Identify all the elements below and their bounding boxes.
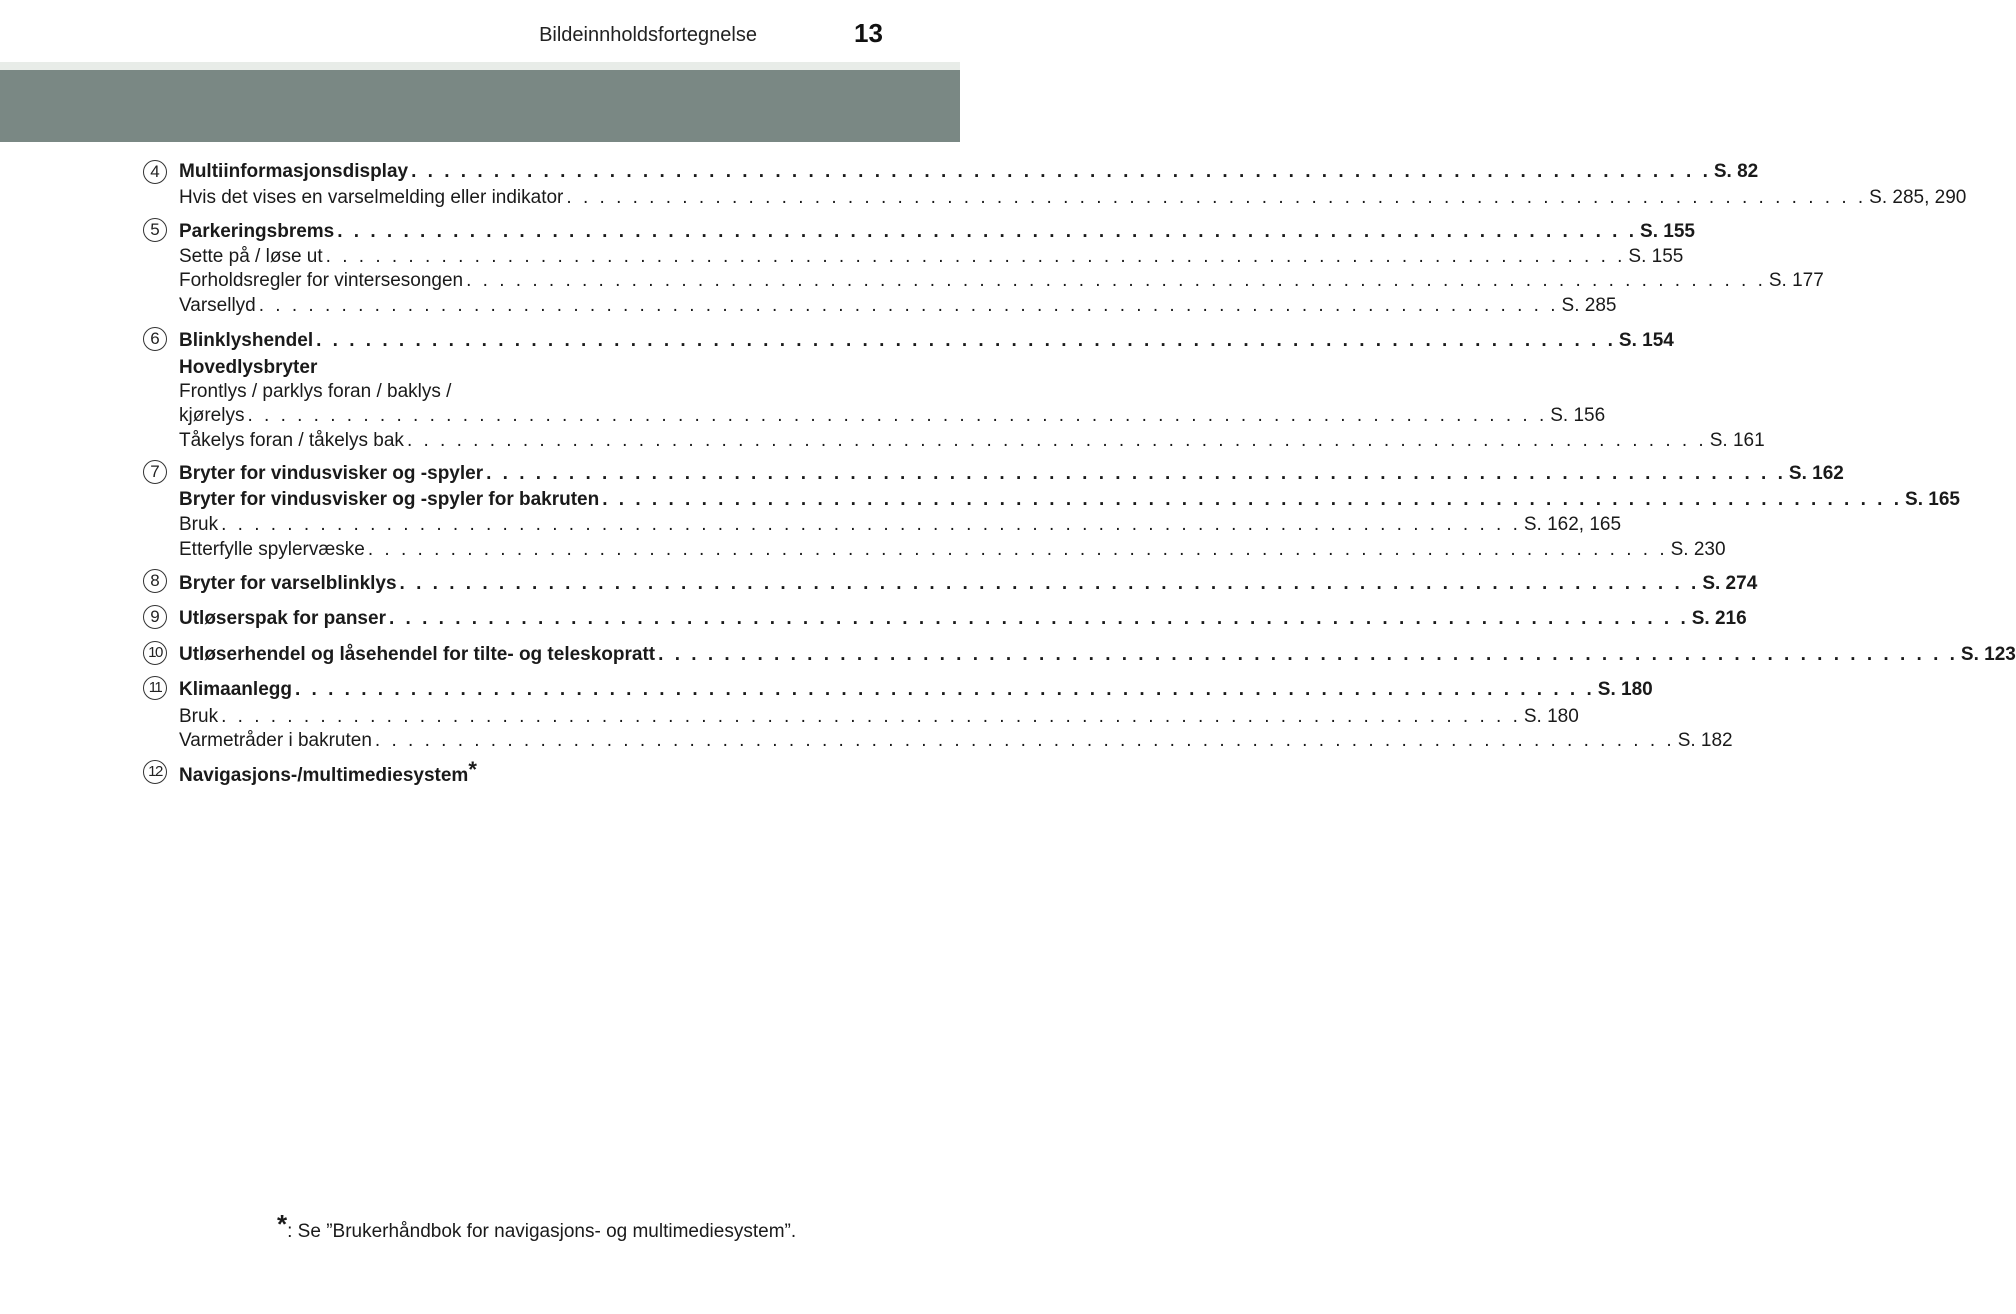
page-ref: S. 230 xyxy=(1670,539,1726,560)
toc-entry[interactable]: Multiinformasjonsdisplay . . . . . . . . . . . . . . . . . . . . . . . . . . . . . . . . . . . . . . . . . . . . . . . . . . . . . . . . . . . . . . . . . . . . . . . . . . . . . . . S. 82 xyxy=(179,161,1759,182)
callout-badge-6: 6 xyxy=(143,327,167,351)
page-ref: S. 154 xyxy=(1618,330,1674,351)
leader-dots: . . . . . . . . . . . . . . . . . . . . . . . . . . . . . . . . . . . . . . . . . . . . . . . . . . . . . . . . . . . . . . . . . . . . . . . . . . . . . . . xyxy=(399,573,1700,594)
leader-dots: . . . . . . . . . . . . . . . . . . . . . . . . . . . . . . . . . . . . . . . . . . . . . . . . . . . . . . . . . . . . . . . . . . . . . . . . . . . . . . . xyxy=(367,539,1668,560)
page-ref: S. 155 xyxy=(1640,221,1695,242)
toc-entry[interactable]: Hvis det vises en varselmelding eller indikator . . . . . . . . . . . . . . . . . . . . . . . . . . . . . . . . . . . . . . . . . . . . . . . . . . . . . . . . . . . . . . . . . . . . . . . . . . . . . . . S. 285, 290 xyxy=(179,187,1967,208)
page-ref: S. 82 xyxy=(1713,161,1759,182)
callout-badge-7: 7 xyxy=(143,460,167,484)
page-ref: S. 285 xyxy=(1561,295,1617,316)
toc-entry[interactable]: Tåkelys foran / tåkelys bak . . . . . . . . . . . . . . . . . . . . . . . . . . . . . . . . . . . . . . . . . . . . . . . . . . . . . . . . . . . . . . . . . . . . . . . . . . . . . . . S. 161 xyxy=(179,430,1765,451)
header-divider xyxy=(0,62,960,70)
toc-entry[interactable]: Varmetråder i bakruten . . . . . . . . . . . . . . . . . . . . . . . . . . . . . . . . . . . . . . . . . . . . . . . . . . . . . . . . . . . . . . . . . . . . . . . . . . . . . . . S. 182 xyxy=(179,730,1733,751)
footnote-marker: * xyxy=(468,757,477,782)
toc-entry[interactable]: Blinklyshendel . . . . . . . . . . . . . . . . . . . . . . . . . . . . . . . . . . . . . . . . . . . . . . . . . . . . . . . . . . . . . . . . . . . . . . . . . . . . . . . S. 154 xyxy=(179,330,1674,351)
page-ref: S. 161 xyxy=(1709,430,1765,451)
header-title: Bildeinnholdsfortegnelse xyxy=(539,24,757,46)
header-bar xyxy=(0,0,960,62)
page-ref: S. 180 xyxy=(1597,679,1653,700)
leader-dots: . . . . . . . . . . . . . . . . . . . . . . . . . . . . . . . . . . . . . . . . . . . . . . . . . . . . . . . . . . . . . . . . . . . . . . . . . . . . . . . xyxy=(406,430,1707,451)
page-ref: S. 216 xyxy=(1691,608,1747,629)
leader-dots: . . . . . . . . . . . . . . . . . . . . . . . . . . . . . . . . . . . . . . . . . . . . . . . . . . . . . . . . . . . . . . . . . . . . . . . . . . . . . . . xyxy=(658,644,1958,665)
toc-entry[interactable]: Bryter for varselblinklys . . . . . . . . . . . . . . . . . . . . . . . . . . . . . . . . . . . . . . . . . . . . . . . . . . . . . . . . . . . . . . . . . . . . . . . . . . . . . . . S. 274 xyxy=(179,573,1758,594)
page-ref: S. 182 xyxy=(1677,730,1733,751)
callout-badge-8: 8 xyxy=(143,569,167,593)
toc-entry[interactable]: kjørelys . . . . . . . . . . . . . . . . . . . . . . . . . . . . . . . . . . . . . . . . . . . . . . . . . . . . . . . . . . . . . . . . . . . . . . . . . . . . . . . S. 156 xyxy=(179,405,1606,426)
page-ref: S. 162 xyxy=(1788,463,1844,484)
leader-dots: . . . . . . . . . . . . . . . . . . . . . . . . . . . . . . . . . . . . . . . . . . . . . . . . . . . . . . . . . . . . . . . . . . . . . . . . . . . . . . . xyxy=(221,514,1521,535)
toc-entry[interactable]: Varsellyd . . . . . . . . . . . . . . . . . . . . . . . . . . . . . . . . . . . . . . . . . . . . . . . . . . . . . . . . . . . . . . . . . . . . . . . . . . . . . . . S. 285 xyxy=(179,295,1617,316)
callout-badge-9: 9 xyxy=(143,605,167,629)
footnote-text: : Se ”Brukerhåndbok for navigasjons- og multimediesystem”. xyxy=(287,1221,797,1242)
page-ref: S. 274 xyxy=(1702,573,1758,594)
page-ref: S. 123 xyxy=(1960,644,2016,665)
toc-entry[interactable]: Navigasjons-/multimediesystem* xyxy=(179,757,477,786)
toc-entry[interactable]: Bryter for vindusvisker og -spyler for bakruten . . . . . . . . . . . . . . . . . . . . . . . . . . . . . . . . . . . . . . . . . . . . . . . . . . . . . . . . . . . . . . . . . . . . . . . . . . . . . . . S. 165 xyxy=(179,489,1960,510)
toc-entry[interactable]: Parkeringsbrems . . . . . . . . . . . . . . . . . . . . . . . . . . . . . . . . . . . . . . . . . . . . . . . . . . . . . . . . . . . . . . . . . . . . . . . . . . . . . . . S. 155 xyxy=(179,221,1695,242)
toc-entry[interactable]: Etterfylle spylervæske . . . . . . . . . . . . . . . . . . . . . . . . . . . . . . . . . . . . . . . . . . . . . . . . . . . . . . . . . . . . . . . . . . . . . . . . . . . . . . . S. 230 xyxy=(179,539,1726,560)
page-number: 13 xyxy=(854,18,883,48)
leader-dots: . . . . . . . . . . . . . . . . . . . . . . . . . . . . . . . . . . . . . . . . . . . . . . . . . . . . . . . . . . . . . . . . . . . . . . . . . . . . . . . xyxy=(316,330,1616,351)
footnote-star: * xyxy=(277,1209,288,1239)
callout-badge-5: 5 xyxy=(143,218,167,242)
page-ref: S. 165 xyxy=(1905,489,1960,510)
leader-dots: . . . . . . . . . . . . . . . . . . . . . . . . . . . . . . . . . . . . . . . . . . . . . . . . . . . . . . . . . . . . . . . . . . . . . . . . . . . . . . . xyxy=(337,221,1638,242)
toc-entry[interactable]: Utløserspak for panser . . . . . . . . . . . . . . . . . . . . . . . . . . . . . . . . . . . . . . . . . . . . . . . . . . . . . . . . . . . . . . . . . . . . . . . . . . . . . . . S. 216 xyxy=(179,608,1747,629)
toc-entry[interactable]: Bryter for vindusvisker og -spyler . . . . . . . . . . . . . . . . . . . . . . . . . . . . . . . . . . . . . . . . . . . . . . . . . . . . . . . . . . . . . . . . . . . . . . . . . . . . . . . S. 162 xyxy=(179,463,1844,484)
toc-entry[interactable]: Klimaanlegg . . . . . . . . . . . . . . . . . . . . . . . . . . . . . . . . . . . . . . . . . . . . . . . . . . . . . . . . . . . . . . . . . . . . . . . . . . . . . . . S. 180 xyxy=(179,679,1653,700)
toc-text: Frontlys / parklys foran / baklys / xyxy=(179,381,452,402)
callout-badge-10: 10 xyxy=(143,641,167,665)
leader-dots: . . . . . . . . . . . . . . . . . . . . . . . . . . . . . . . . . . . . . . . . . . . . . . . . . . . . . . . . . . . . . . . . . . . . . . . . . . . . . . . xyxy=(258,295,1559,316)
page-ref: S. 177 xyxy=(1768,270,1824,291)
toc-subheading[interactable]: Hovedlysbryter xyxy=(179,357,318,378)
leader-dots: . . . . . . . . . . . . . . . . . . . . . . . . . . . . . . . . . . . . . . . . . . . . . . . . . . . . . . . . . . . . . . . . . . . . . . . . . . . . . . . xyxy=(566,187,1867,208)
callout-badge-4: 4 xyxy=(143,160,167,184)
leader-dots: . . . . . . . . . . . . . . . . . . . . . . . . . . . . . . . . . . . . . . . . . . . . . . . . . . . . . . . . . . . . . . . . . . . . . . . . . . . . . . . xyxy=(325,246,1626,267)
footnote xyxy=(277,1209,797,1244)
page-ref: S. 156 xyxy=(1550,405,1606,426)
toc-entry[interactable]: Utløserhendel og låsehendel for tilte- og teleskopratt . . . . . . . . . . . . . . . . . . . . . . . . . . . . . . . . . . . . . . . . . . . . . . . . . . . . . . . . . . . . . . . . . . . . . . . . . . . . . . . S. 123 xyxy=(179,644,2016,665)
callout-badge-12: 12 xyxy=(143,760,167,784)
page-ref: S. 180 xyxy=(1523,706,1579,727)
page-ref: S. 285, 290 xyxy=(1869,187,1967,208)
leader-dots: . . . . . . . . . . . . . . . . . . . . . . . . . . . . . . . . . . . . . . . . . . . . . . . . . . . . . . . . . . . . . . . . . . . . . . . . . . . . . . . xyxy=(466,270,1766,291)
toc-entry[interactable]: Sette på / løse ut . . . . . . . . . . . . . . . . . . . . . . . . . . . . . . . . . . . . . . . . . . . . . . . . . . . . . . . . . . . . . . . . . . . . . . . . . . . . . . . S. 155 xyxy=(179,246,1684,267)
toc-entry[interactable]: Bruk . . . . . . . . . . . . . . . . . . . . . . . . . . . . . . . . . . . . . . . . . . . . . . . . . . . . . . . . . . . . . . . . . . . . . . . . . . . . . . . S. 180 xyxy=(179,706,1579,727)
leader-dots: . . . . . . . . . . . . . . . . . . . . . . . . . . . . . . . . . . . . . . . . . . . . . . . . . . . . . . . . . . . . . . . . . . . . . . . . . . . . . . . xyxy=(221,706,1521,727)
leader-dots: . . . . . . . . . . . . . . . . . . . . . . . . . . . . . . . . . . . . . . . . . . . . . . . . . . . . . . . . . . . . . . . . . . . . . . . . . . . . . . . xyxy=(294,679,1595,700)
leader-dots: . . . . . . . . . . . . . . . . . . . . . . . . . . . . . . . . . . . . . . . . . . . . . . . . . . . . . . . . . . . . . . . . . . . . . . . . . . . . . . . xyxy=(486,463,1786,484)
toc-entry[interactable]: Bruk . . . . . . . . . . . . . . . . . . . . . . . . . . . . . . . . . . . . . . . . . . . . . . . . . . . . . . . . . . . . . . . . . . . . . . . . . . . . . . . S. 162, 165 xyxy=(179,514,1622,535)
toc-entry[interactable]: Forholdsregler for vintersesongen . . . . . . . . . . . . . . . . . . . . . . . . . . . . . . . . . . . . . . . . . . . . . . . . . . . . . . . . . . . . . . . . . . . . . . . . . . . . . . . S. 177 xyxy=(179,270,1824,291)
leader-dots: . . . . . . . . . . . . . . . . . . . . . . . . . . . . . . . . . . . . . . . . . . . . . . . . . . . . . . . . . . . . . . . . . . . . . . . . . . . . . . . xyxy=(388,608,1689,629)
leader-dots: . . . . . . . . . . . . . . . . . . . . . . . . . . . . . . . . . . . . . . . . . . . . . . . . . . . . . . . . . . . . . . . . . . . . . . . . . . . . . . . xyxy=(247,405,1548,426)
callout-badge-11: 11 xyxy=(143,676,167,700)
leader-dots: . . . . . . . . . . . . . . . . . . . . . . . . . . . . . . . . . . . . . . . . . . . . . . . . . . . . . . . . . . . . . . . . . . . . . . . . . . . . . . . xyxy=(374,730,1675,751)
leader-dots: . . . . . . . . . . . . . . . . . . . . . . . . . . . . . . . . . . . . . . . . . . . . . . . . . . . . . . . . . . . . . . . . . . . . . . . . . . . . . . . xyxy=(602,489,1903,510)
page-ref: S. 162, 165 xyxy=(1523,514,1622,535)
section-banner xyxy=(0,70,960,142)
leader-dots: . . . . . . . . . . . . . . . . . . . . . . . . . . . . . . . . . . . . . . . . . . . . . . . . . . . . . . . . . . . . . . . . . . . . . . . . . . . . . . . xyxy=(411,161,1711,182)
page-ref: S. 155 xyxy=(1628,246,1684,267)
